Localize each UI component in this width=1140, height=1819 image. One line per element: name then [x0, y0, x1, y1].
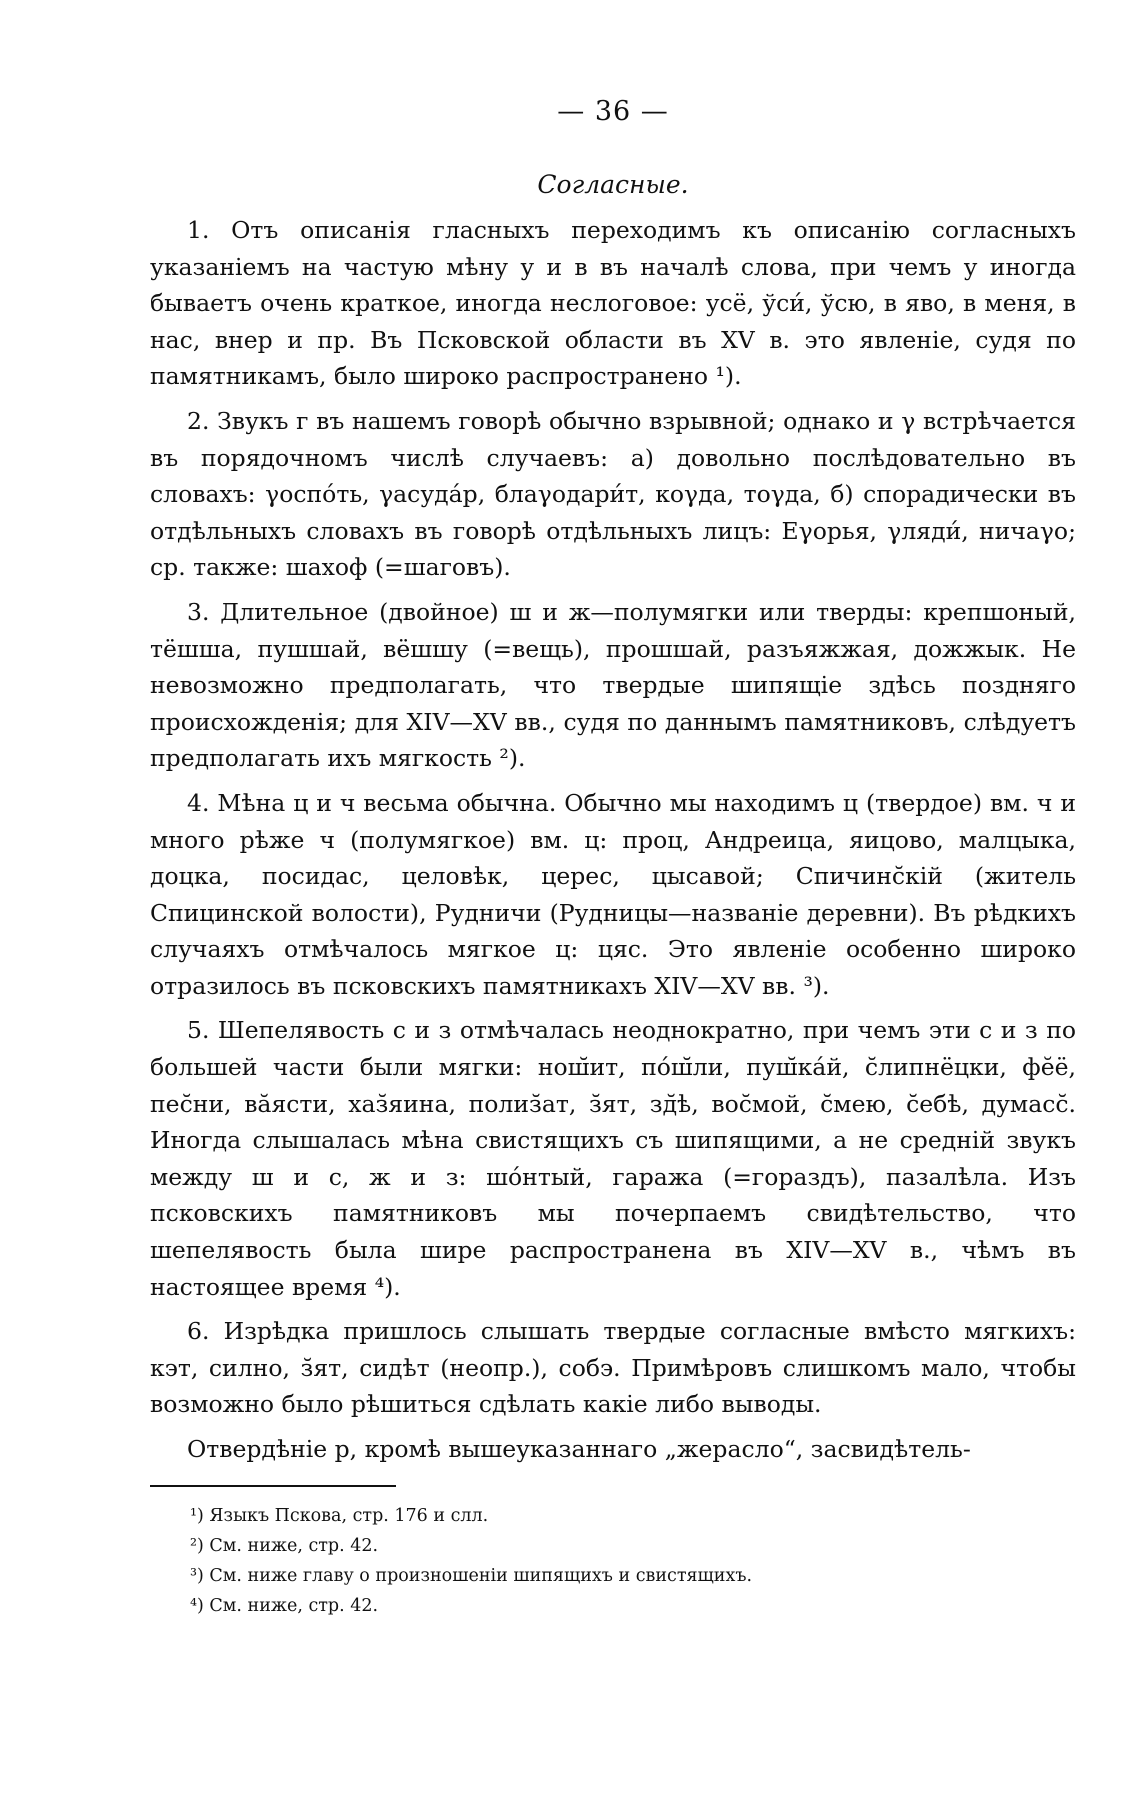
footnote-1: ¹) Языкъ Пскова, стр. 176 и слл.	[190, 1505, 489, 1526]
paragraph-1: 1. Отъ описанія гласныхъ переходимъ къ описанію согласныхъ указаніемъ на частую мѣну у и в въ началѣ слова, при чемъ у иногда бываетъ очень краткое, иногда неслоговое: усё, ўси́, ўсю, в яво, в меня, в нас, внер и пр. Въ Псковской области въ XV в. это явленіе, судя по памятникамъ, было широко распространено ¹).	[150, 216, 1076, 391]
footnote-3: ³) См. ниже главу о произношеніи шипящихъ и свистящихъ.	[190, 1565, 753, 1586]
page	[150, 92, 1076, 1782]
paragraph-2: 2. Звукъ г въ нашемъ говорѣ обычно взрывной; однако и γ встрѣчается въ порядочномъ числѣ случаевъ: а) довольно послѣдовательно въ словахъ: γоспо́ть, γасуда́р, блаγодари́т, коγда, тоγда, б) спорадически въ отдѣльныхъ словахъ въ говорѣ отдѣльныхъ лицъ: Еγорья, γляди́, ничаγо; ср. также: шахоф (=шаговъ).	[150, 406, 1076, 582]
paragraph-5: 5. Шепелявость с и з отмѣчалась неоднократно, при чемъ эти с и з по большей части были мягки: нош̆ит, по́ш̆ли, пуш̆ка́й, с̆липнёцки, фӗё, пес̆ни, вӑясти, хаз̆яина, полиз̆ат, з̆ят, зд̆ѣ, вос̆мой, с̆мею, с̆ебѣ, думасс̆. Иногда слышалась мѣна свистящихъ съ шипящими, а не средній звукъ между ш и с, ж и з: шо́нтый, гаража (=гораздъ), пазалѣла. Изъ псковскихъ памятниковъ мы почерпаемъ свидѣтельство, что шепелявость была шире распространена въ XIV—XV в., чѣмъ въ настоящее время ⁴).	[150, 1016, 1076, 1301]
section-title: Согласные.	[537, 170, 689, 199]
paragraph-7: Отвердѣніе р, кромѣ вышеуказаннаго „жерасло“, засвидѣтель-	[187, 1435, 971, 1463]
page-number: — 36 —	[557, 96, 669, 127]
paragraph-4: 4. Мѣна ц и ч весьма обычна. Обычно мы находимъ ц (твердое) вм. ч и много рѣже ч (полумягкое) вм. ц: проц, Андреица, яицово, малцыка, доцка, посидас, целовѣк, церес, цысавой; Спичинс̆кій (житель Спицинской волости), Рудничи (Рудницы—названіе деревни). Въ рѣдкихъ случаяхъ отмѣчалось мягкое ц: цяс. Это явленіе особенно широко отразилось въ псковскихъ памятникахъ XIV—XV вв. ³).	[150, 788, 1076, 1000]
paragraph-3: 3. Длительное (двойное) ш и ж—полумягки или тверды: крепшоный, тёшша, пушшай, вёшшу (=вещь), прошшай, разъяжжая, дожжык. Не невозможно предполагать, что твердые шипящіе здѣсь поздняго происхожденія; для XIV—XV вв., судя по даннымъ памятниковъ, слѣдуетъ предполагать ихъ мягкость ²).	[150, 597, 1076, 773]
footnote-2: ²) См. ниже, стр. 42.	[190, 1535, 379, 1556]
footnote-4: ⁴) См. ниже, стр. 42.	[190, 1595, 379, 1616]
paragraph-6: 6. Изрѣдка пришлось слышать твердые согласные вмѣсто мягкихъ: кэт, силно, з̆ят, сидѣт (неопр.), собэ. Примѣровъ слишкомъ мало, чтобы возможно было рѣшиться сдѣлать какіе либо выводы.	[150, 1317, 1076, 1419]
footnote-divider	[150, 1485, 396, 1487]
